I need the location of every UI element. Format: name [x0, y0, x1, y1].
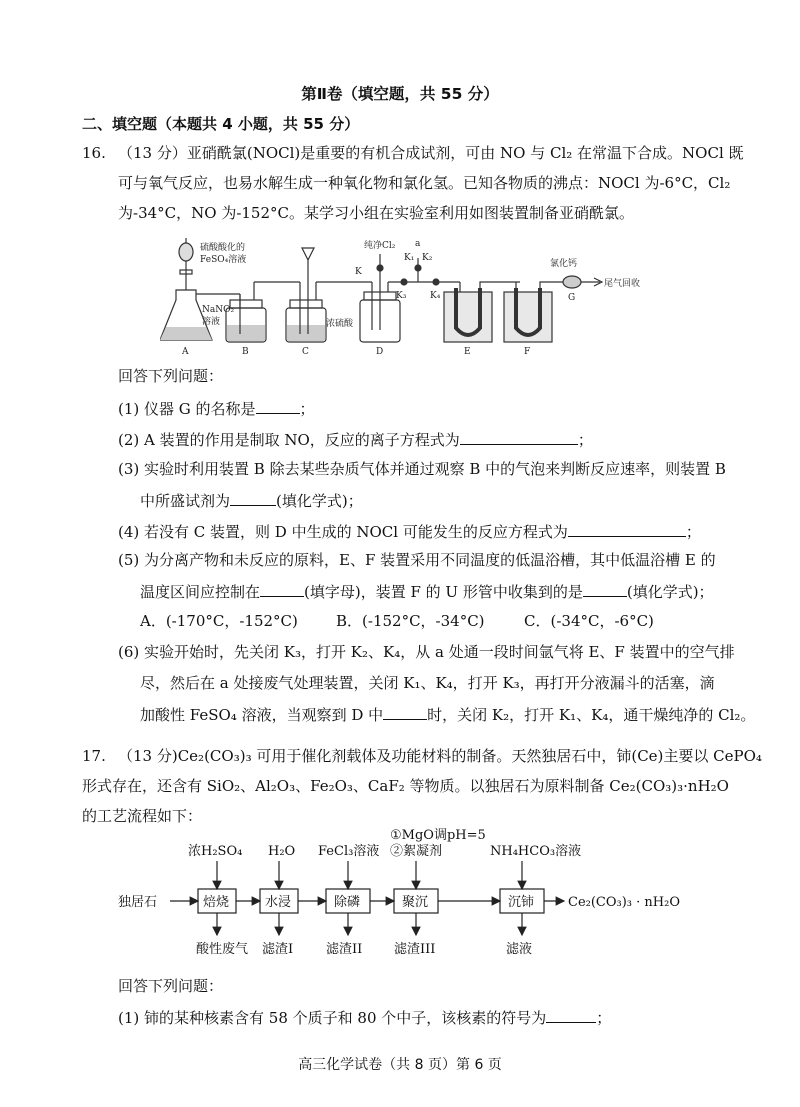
k3-label: K₃ [396, 291, 407, 301]
answer-blank[interactable] [546, 1006, 596, 1023]
label-f: F [524, 347, 531, 357]
section-title: 第Ⅱ卷（填空题，共 55 分） [301, 85, 499, 103]
raw-material-label: 独居石 [118, 895, 158, 910]
option-b: B．(-152°C，-34°C) [336, 612, 485, 630]
output-residue-2: 滤渣II [326, 942, 363, 957]
q16-sub-3b: 中所盛试剂为 (填化学式)； [140, 489, 363, 511]
label-a: A [182, 347, 189, 357]
answer-blank[interactable] [260, 580, 304, 597]
input-nh4hco3: NH₄HCO₃溶液 [490, 844, 582, 859]
step-dephos: 除磷 [334, 895, 361, 910]
question-17-line-2: 形式存在，还含有 SiO₂、Al₂O₃、Fe₂O₃、CaF₂ 等物质。以独居石为原料制备 Ce₂(CO₃)₃·nH₂O [82, 777, 729, 795]
drying-tube-g [563, 276, 581, 288]
a-label: a [415, 239, 421, 249]
acid-label: 硫酸酸化的 [200, 243, 246, 253]
k2-label: K₂ [422, 253, 433, 263]
answer-blank[interactable] [256, 397, 300, 414]
answer-blank[interactable] [568, 520, 686, 537]
g-label: G [568, 293, 576, 303]
question-16-line-1: （13 分）亚硝酰氯(NOCl)是重要的有机合成试剂，可由 NO 与 Cl₂ 在常温下合成。NOCl 既 [118, 144, 744, 162]
question-16-number: 16. [82, 144, 106, 162]
question-17-number: 17. [82, 747, 106, 765]
page-footer: 高三化学试卷（共 8 页）第 6 页 [298, 1057, 502, 1073]
question-17-line-3: 的工艺流程如下： [82, 807, 203, 825]
q16-sub-6a: (6) 实验开始时，先关闭 K₃，打开 K₂、K₄，从 a 处通一段时间氩气将 E、F 装置中的空气排 [118, 643, 735, 661]
k4-label: K₄ [430, 291, 441, 301]
q16-sub-4: (4) 若没有 C 装置，则 D 中生成的 NOCl 可能发生的反应方程式为 ； [118, 520, 701, 542]
label-e: E [464, 347, 471, 357]
cacl2-label: 氯化钙 [550, 259, 578, 269]
output-residue-1: 滤渣I [262, 942, 294, 957]
option-c: C．(-34°C，-6°C) [524, 612, 654, 630]
feso4-label: FeSO₄溶液 [200, 255, 247, 265]
output-filtrate: 滤液 [506, 942, 533, 957]
apparatus-diagram [160, 230, 720, 360]
process-flow-diagram [110, 825, 730, 965]
answer-blank[interactable] [460, 428, 578, 445]
section-heading: 二、填空题（本题共 4 小题，共 55 分） [82, 115, 360, 133]
q16-sub-6b: 尽，然后在 a 处接废气处理装置，关闭 K₁、K₄，打开 K₃，再打开分液漏斗的活塞，滴 [140, 674, 715, 692]
input-mgo: ①MgO调pH=5 [390, 828, 486, 843]
q16-sub-2: (2) A 装置的作用是制取 NO，反应的离子方程式为 ； [118, 428, 593, 450]
q16-sub-1: (1) 仪器 G 的名称是 ； [118, 397, 315, 419]
question-16-line-2: 可与氧气反应，也易水解生成一种氧化物和氯化氢。已知各物质的沸点：NOCl 为-6°C，Cl₂ [118, 174, 731, 192]
answer-blank[interactable] [383, 703, 427, 720]
label-d: D [376, 347, 384, 357]
k1-label: K₁ [404, 253, 415, 263]
q17-sub-1: (1) 铈的某种核素含有 58 个质子和 80 个中子，该核素的符号为 ； [118, 1006, 611, 1028]
step-coag: 聚沉 [402, 895, 429, 910]
input-h2o: H₂O [268, 844, 296, 859]
output-residue-3: 滤渣III [394, 942, 436, 957]
input-fecl3: FeCl₃溶液 [318, 844, 380, 859]
step-leach: 水浸 [265, 895, 292, 910]
tail-gas-label: 尾气回收 [604, 279, 641, 289]
answer-prompt-17: 回答下列问题： [118, 977, 224, 995]
step-ce: 沉铈 [508, 895, 535, 910]
pure-cl2-label: 纯净Cl₂ [364, 241, 396, 251]
q16-sub-5a: (5) 为分离产物和未反应的原料，E、F 装置采用不同温度的低温浴槽，其中低温浴槽 E 的 [118, 551, 716, 569]
separatory-funnel [179, 243, 193, 261]
answer-blank[interactable] [230, 489, 276, 506]
question-17-line-1: （13 分)Ce₂(CO₃)₃ 可用于催化剂载体及功能材料的制备。天然独居石中，铈(Ce)主要以 CePO₄ [118, 747, 762, 765]
q16-sub-6c: 加酸性 FeSO₄ 溶液，当观察到 D 中 时，关闭 K₂，打开 K₁、K₄，通干燥纯净的 Cl₂。 [140, 703, 755, 725]
label-c: C [302, 347, 309, 357]
k-label: K [355, 267, 362, 277]
option-a: A．(-170°C，-152°C) [140, 612, 298, 630]
answer-blank[interactable] [583, 580, 627, 597]
output-acid-gas: 酸性废气 [196, 942, 249, 957]
q16-sub-5b: 温度区间应控制在 (填字母)，装置 F 的 U 形管中收集到的是 (填化学式)； [140, 580, 714, 602]
final-product: Ce₂(CO₃)₃ · nH₂O [568, 895, 680, 910]
input-h2so4: 浓H₂SO₄ [188, 844, 243, 859]
label-b: B [242, 347, 249, 357]
step-roast: 焙烧 [203, 895, 230, 910]
nano2-label-2: 溶液 [202, 317, 221, 327]
answer-prompt-16: 回答下列问题： [118, 367, 224, 385]
question-16-line-3: 为-34°C，NO 为-152°C。某学习小组在实验室利用如图装置制备亚硝酰氯。 [118, 204, 635, 222]
input-flocculant: ②絮凝剂 [390, 844, 443, 859]
nano2-label: NaNO₂ [202, 305, 235, 315]
q16-sub-3a: (3) 实验时利用装置 B 除去某些杂质气体并通过观察 B 中的气泡来判断反应速率，则装置 B [118, 460, 726, 478]
conc-acid-label: 浓硫酸 [326, 319, 354, 329]
